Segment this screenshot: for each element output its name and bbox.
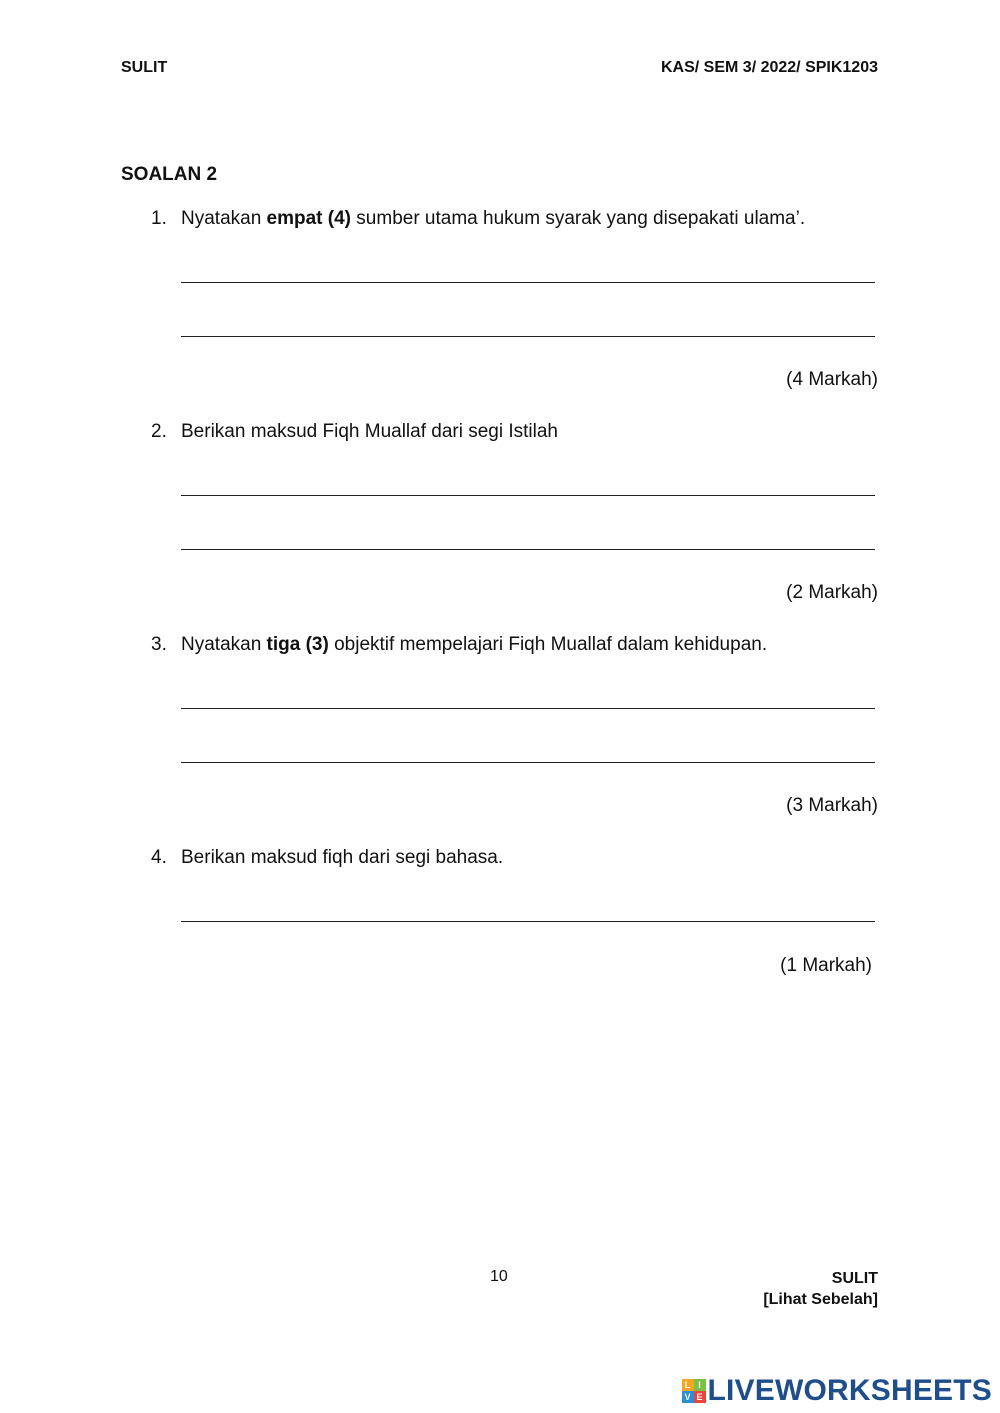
- question-number: 1.: [151, 208, 167, 229]
- logo-cell: E: [694, 1391, 706, 1403]
- question-text-tail: sumber utama hukum syarak yang disepakati ulama’.: [351, 208, 806, 229]
- question-emphasis: tiga (3): [266, 634, 329, 655]
- question-3: [151, 634, 767, 656]
- question-text: Nyatakan: [181, 208, 267, 229]
- answer-line[interactable]: [181, 921, 875, 922]
- answer-line[interactable]: [181, 762, 875, 763]
- question-emphasis: empat (4): [266, 208, 352, 229]
- question-number: 3.: [151, 634, 167, 655]
- brand-name: LIVEWORKSHEETS: [707, 1374, 992, 1407]
- question-text: Berikan maksud Fiqh Muallaf dari segi Istilah: [181, 421, 559, 442]
- question-number: 4.: [151, 847, 167, 868]
- answer-line[interactable]: [181, 708, 875, 709]
- question-2: [151, 421, 558, 443]
- header-classification: SULIT: [121, 59, 168, 76]
- header-course-code: KAS/ SEM 3/ 2022/ SPIK1203: [661, 59, 878, 76]
- footer-classification: [763, 1268, 878, 1310]
- marks-label: (1 Markah): [780, 955, 872, 976]
- question-text-tail: objektif mempelajari Fiqh Muallaf dalam kehidupan.: [328, 634, 768, 655]
- answer-line[interactable]: [181, 336, 875, 337]
- question-number: 2.: [151, 421, 167, 442]
- footer-next-page: [Lihat Sebelah]: [763, 1291, 878, 1308]
- page-number: 10: [490, 1268, 508, 1285]
- answer-line[interactable]: [181, 495, 875, 496]
- logo-cell: L: [682, 1379, 694, 1391]
- logo-cell: V: [682, 1391, 694, 1403]
- question-1: [151, 208, 805, 230]
- answer-line[interactable]: [181, 282, 875, 283]
- marks-label: (2 Markah): [786, 582, 878, 603]
- liveworksheets-logo-icon: [682, 1379, 706, 1403]
- marks-label: (4 Markah): [786, 369, 878, 390]
- footer-sulit: SULIT: [831, 1270, 878, 1287]
- logo-cell: I: [694, 1379, 706, 1391]
- marks-label: (3 Markah): [786, 795, 878, 816]
- liveworksheets-brand[interactable]: [682, 1374, 993, 1408]
- section-title: SOALAN 2: [121, 164, 218, 185]
- question-4: [151, 847, 503, 869]
- question-text: Berikan maksud fiqh dari segi bahasa.: [181, 847, 504, 868]
- answer-line[interactable]: [181, 549, 875, 550]
- question-text: Nyatakan: [181, 634, 267, 655]
